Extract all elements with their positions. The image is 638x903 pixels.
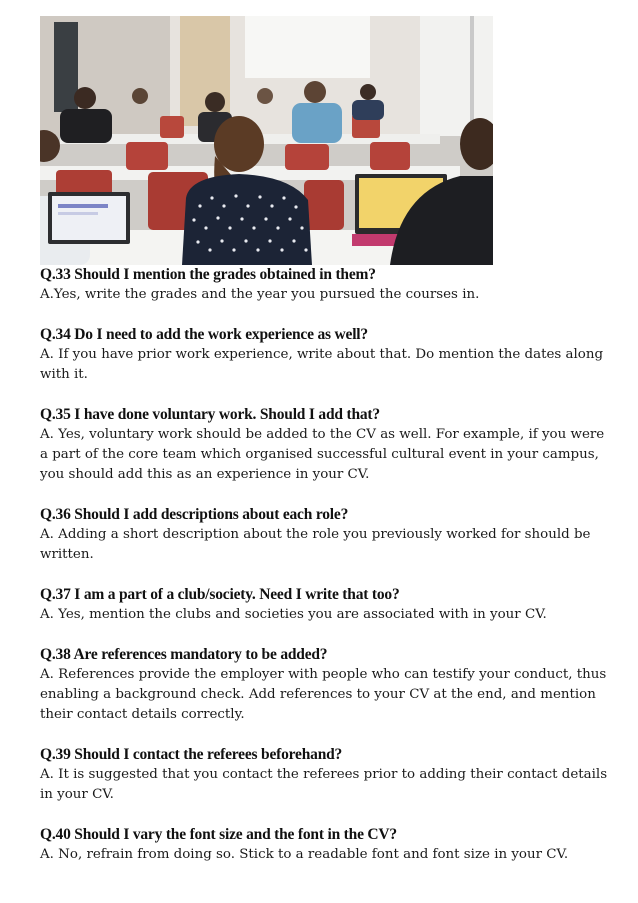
question: Q.33 Should I mention the grades obtained in them? bbox=[40, 266, 376, 283]
faq-item-39 bbox=[40, 745, 615, 805]
faq-item-37 bbox=[40, 585, 615, 625]
faq-item-38 bbox=[40, 645, 615, 725]
question: Q.36 Should I add descriptions about each role? bbox=[40, 506, 349, 523]
question: Q.34 Do I need to add the work experience as well? bbox=[40, 326, 368, 343]
question: Q.35 I have done voluntary work. Should I add that? bbox=[40, 406, 380, 423]
answer: A.Yes, write the grades and the year you pursued the courses in. bbox=[40, 287, 480, 302]
answer: A. If you have prior work experience, write about that. Do mention the dates along with it. bbox=[40, 347, 604, 382]
faq-item-35 bbox=[40, 405, 615, 485]
answer: A. References provide the employer with people who can testify your conduct, thus enabling a background check. Add references to your CV at the end, and mention their contact details correctly. bbox=[40, 667, 607, 722]
faq-item-34 bbox=[40, 325, 615, 385]
faq-item-36 bbox=[40, 505, 615, 565]
question: Q.40 Should I vary the font size and the font in the CV? bbox=[40, 826, 397, 843]
classroom-illustration bbox=[40, 16, 493, 265]
answer: A. It is suggested that you contact the referees prior to adding their contact details in your CV. bbox=[40, 767, 608, 802]
question: Q.39 Should I contact the referees beforehand? bbox=[40, 746, 343, 763]
answer: A. Yes, voluntary work should be added to the CV as well. For example, if you were a part of the core team which organised successful cultural event in your campus, you should add this as an experience in your CV. bbox=[40, 427, 605, 482]
faq-list bbox=[40, 265, 615, 885]
question: Q.37 I am a part of a club/society. Need I write that too? bbox=[40, 586, 400, 603]
answer: A. Yes, mention the clubs and societies you are associated with in your CV. bbox=[40, 607, 547, 622]
classroom-photo bbox=[40, 16, 493, 265]
answer: A. No, refrain from doing so. Stick to a readable font and font size in your CV. bbox=[40, 847, 569, 862]
faq-item-40 bbox=[40, 825, 615, 865]
answer: A. Adding a short description about the role you previously worked for should be written. bbox=[40, 527, 591, 562]
question: Q.38 Are references mandatory to be added? bbox=[40, 646, 328, 663]
faq-item-33 bbox=[40, 265, 615, 305]
